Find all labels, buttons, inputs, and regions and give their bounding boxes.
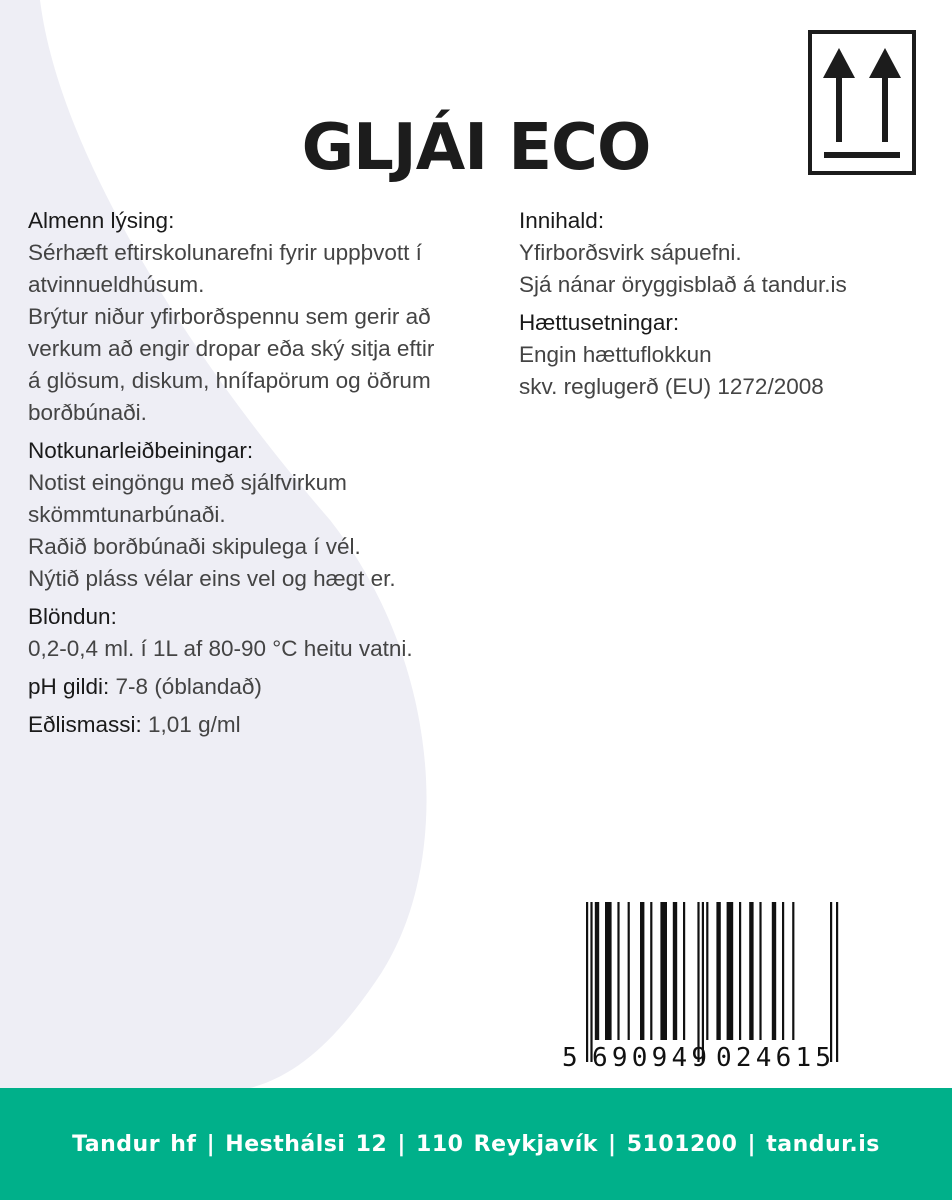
barcode-bar [749, 902, 753, 1040]
hazards-label: Hættusetningar: [519, 310, 680, 335]
barcode-left-digits: 690949 [592, 1043, 707, 1072]
density-row [28, 709, 498, 741]
barcode-bar [660, 902, 667, 1040]
barcode-bar [792, 902, 794, 1040]
contents-section [519, 205, 929, 301]
barcode-bar [586, 902, 588, 1062]
usage-section [28, 435, 498, 595]
barcode-bar [759, 902, 761, 1040]
general-description-line: atvinnueldhúsum. [28, 272, 205, 297]
product-title: GLJÁI ECO [301, 111, 651, 185]
barcode-bar [836, 902, 838, 1062]
barcode-bar [617, 902, 619, 1040]
ph-row [28, 671, 498, 703]
usage-line: skömmtunarbúnaði. [28, 502, 226, 527]
general-description-line: á glösum, diskum, hnífapörum og öðrum [28, 368, 431, 393]
barcode-bar [628, 902, 630, 1040]
mixing-section [28, 601, 498, 665]
barcode-bar [683, 902, 685, 1040]
mixing-line: 0,2-0,4 ml. í 1L af 80-90 °C heitu vatni. [28, 636, 413, 661]
this-way-up-icon [808, 30, 916, 175]
usage-line: Nýtið pláss vélar eins vel og hægt er. [28, 566, 396, 591]
general-description-section [28, 205, 498, 429]
barcode-bar [640, 902, 644, 1040]
ph-value: 7-8 (óblandað) [109, 674, 262, 699]
usage-label: Notkunarleiðbeiningar: [28, 438, 254, 463]
density-value: 1,01 g/ml [141, 712, 241, 737]
barcode-bar [772, 902, 776, 1040]
contents-label: Innihald: [519, 208, 605, 233]
general-description-line: Brýtur niður yfirborðspennu sem gerir að [28, 304, 431, 329]
mixing-label: Blöndun: [28, 604, 117, 629]
general-description-line: verkum að engir dropar eða ský sitja eftir [28, 336, 435, 361]
barcode-bar [673, 902, 677, 1040]
contents-line: Sjá nánar öryggisblað á tandur.is [519, 272, 847, 297]
barcode-bar [727, 902, 734, 1040]
barcode-lead-digit: 5 [562, 1043, 578, 1072]
general-description-label: Almenn lýsing: [28, 208, 175, 233]
footer-bar [0, 1088, 952, 1200]
hazards-section [519, 307, 929, 403]
barcode-bar [697, 902, 699, 1062]
barcode-bar [782, 902, 784, 1040]
density-label: Eðlismassi: [28, 712, 142, 737]
general-description-line: Sérhæft eftirskolunarefni fyrir uppþvott í [28, 240, 422, 265]
left-column [28, 205, 498, 747]
barcode-bar [650, 902, 652, 1040]
ph-label: pH gildi: [28, 674, 110, 699]
hazards-line: Engin hættuflokkun [519, 342, 712, 367]
barcode [560, 902, 842, 1072]
footer-contact-text: Tandur hf | Hesthálsi 12 | 110 Reykjavík | 5101200 | tandur.is [72, 1131, 880, 1157]
barcode-bar [739, 902, 741, 1040]
usage-line: Raðið borðbúnaði skipulega í vél. [28, 534, 361, 559]
general-description-line: borðbúnaði. [28, 400, 147, 425]
hazards-line: skv. reglugerð (EU) 1272/2008 [519, 374, 824, 399]
barcode-right-digits: 024615 [716, 1043, 831, 1072]
barcode-bar [830, 902, 832, 1062]
barcode-bar [605, 902, 612, 1040]
barcode-bar [595, 902, 599, 1040]
right-column [519, 205, 929, 409]
barcode-bars [586, 902, 838, 1062]
barcode-bar [590, 902, 592, 1062]
contents-line: Yfirborðsvirk sápuefni. [519, 240, 742, 265]
barcode-bar [702, 902, 704, 1062]
barcode-bar [716, 902, 720, 1040]
barcode-bar [706, 902, 708, 1040]
usage-line: Notist eingöngu með sjálfvirkum [28, 470, 347, 495]
